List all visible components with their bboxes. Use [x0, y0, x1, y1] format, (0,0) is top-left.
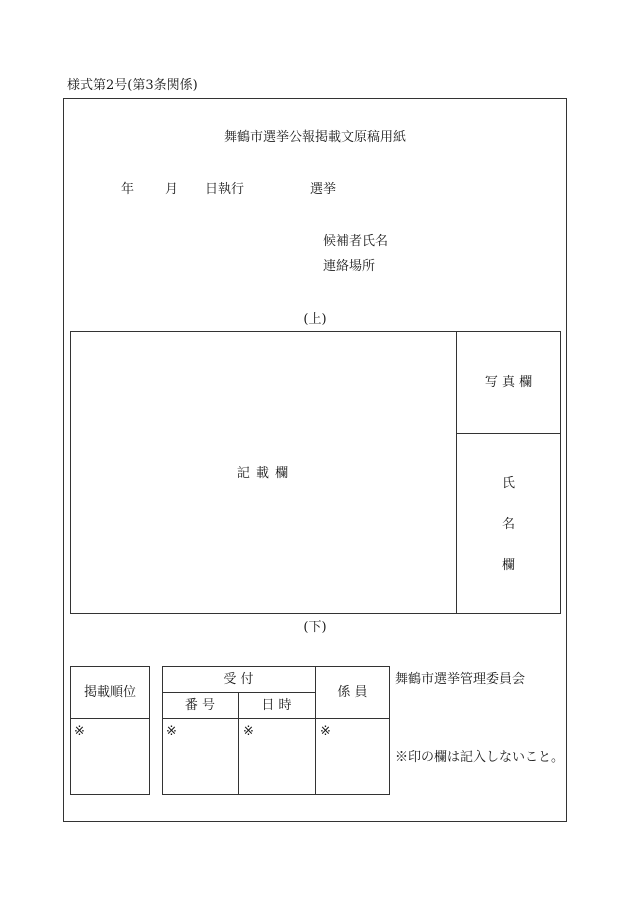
name-column-char: 氏	[501, 476, 515, 491]
form-title: 舞鶴市選挙公報掲載文原稿用紙	[223, 130, 406, 145]
committee-name: 舞鶴市選挙管理委員会	[395, 672, 526, 687]
instruction-note: ※印の欄は記入しないこと。	[395, 750, 565, 765]
number-label: 番 号	[184, 698, 216, 713]
office-use-mark: ※	[166, 724, 177, 739]
name-column-char: 欄	[501, 558, 515, 573]
office-use-mark: ※	[243, 724, 254, 739]
office-use-mark: ※	[320, 724, 331, 739]
top-marker: (上)	[303, 312, 327, 327]
candidate-name-label: 候補者氏名	[323, 234, 389, 249]
election-label: 選挙	[310, 182, 337, 197]
bottom-marker: (下)	[303, 620, 327, 635]
table-divider	[70, 718, 150, 719]
name-column-label	[456, 476, 561, 599]
name-column-char: 名	[501, 517, 515, 532]
entry-column-label: 記 載 欄	[236, 466, 290, 481]
order-label: 掲載順位	[83, 685, 136, 700]
receipt-label: 受 付	[223, 672, 254, 687]
contact-label: 連絡場所	[323, 259, 376, 274]
office-use-mark: ※	[74, 724, 85, 739]
datetime-label: 日 時	[261, 698, 292, 713]
staff-label: 係 員	[337, 685, 368, 700]
day-label: 日執行	[205, 182, 245, 197]
month-label: 月	[165, 182, 179, 197]
table-divider	[456, 433, 561, 434]
table-divider	[162, 718, 390, 719]
form-label: 様式第2号(第3条関係)	[67, 78, 198, 93]
year-label: 年	[121, 182, 135, 197]
photo-column-label: 写 真 欄	[484, 375, 533, 390]
